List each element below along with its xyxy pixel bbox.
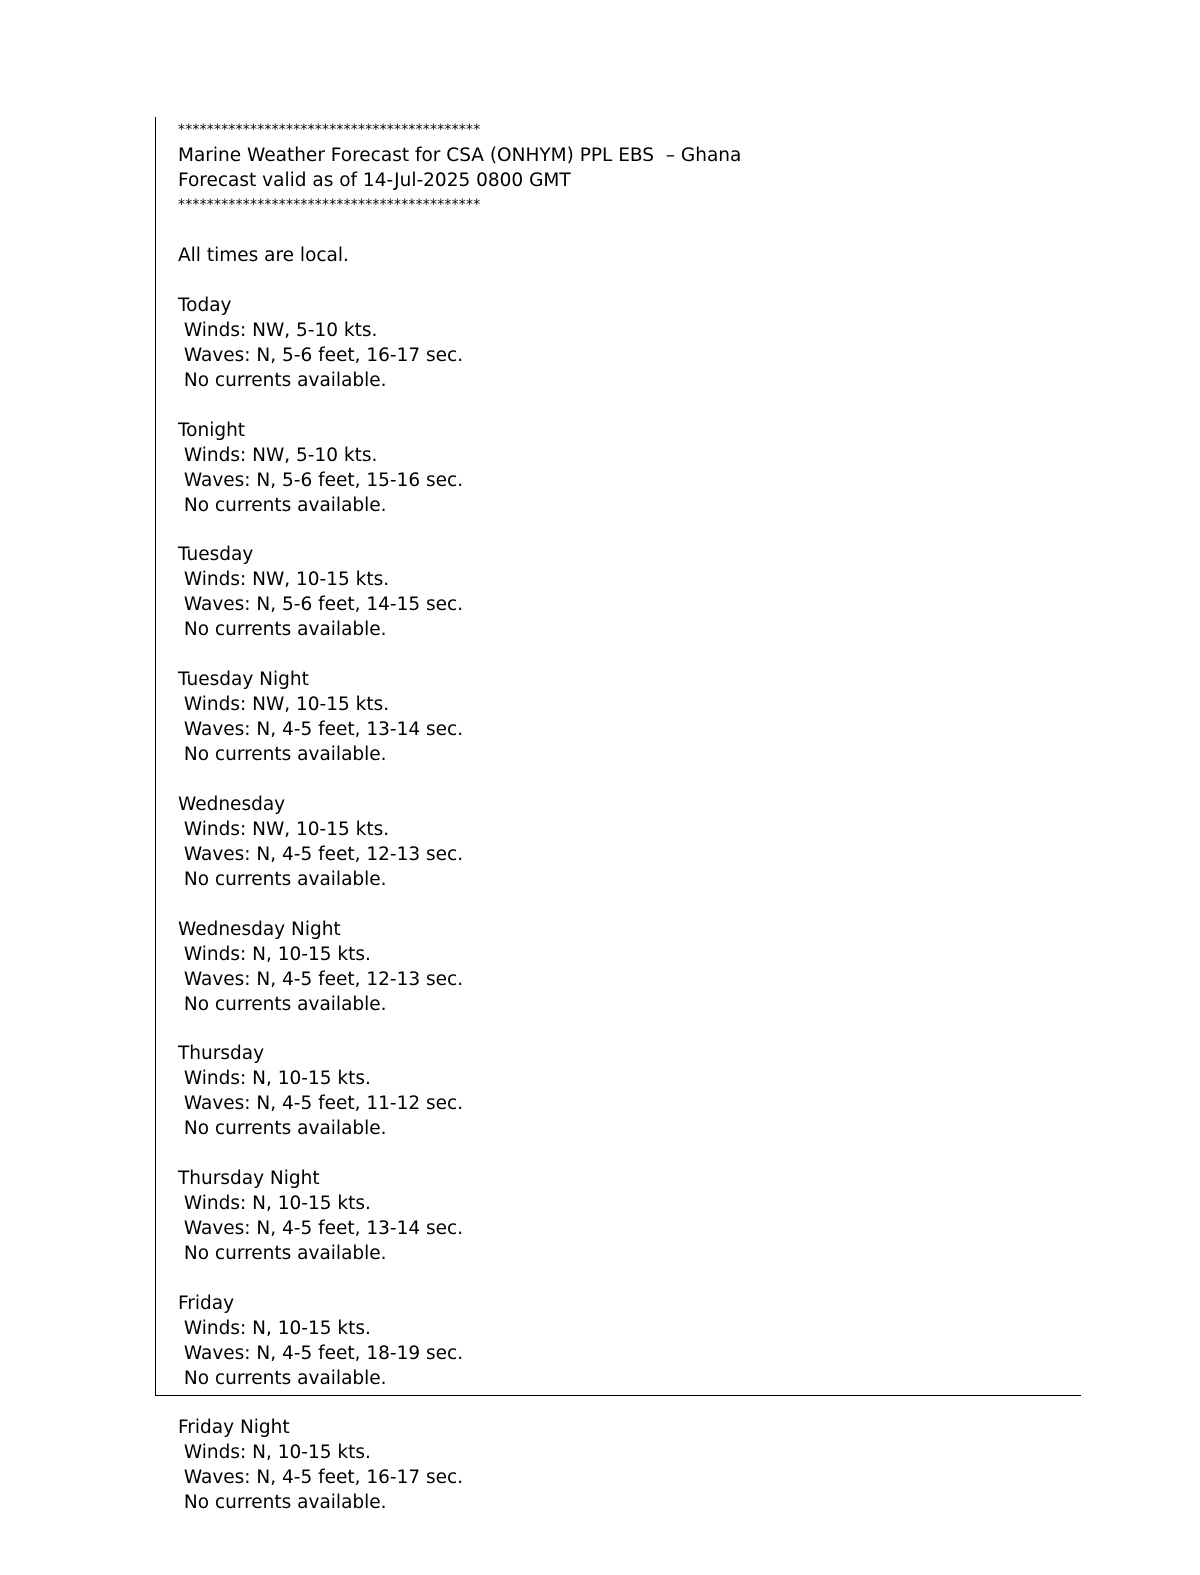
period-name: Wednesday [178, 794, 286, 815]
period-winds: Winds: NW, 5-10 kts. [178, 445, 378, 466]
period-winds: Winds: NW, 10-15 kts. [178, 819, 390, 840]
period-currents: No currents available. [178, 869, 387, 890]
period-winds: Winds: N, 10-15 kts. [178, 1193, 371, 1214]
period-winds: Winds: N, 10-15 kts. [178, 944, 371, 965]
period-currents: No currents available. [178, 994, 387, 1015]
period-currents: No currents available. [178, 1118, 387, 1139]
period-winds: Winds: N, 10-15 kts. [178, 1318, 371, 1339]
period-waves: Waves: N, 4-5 feet, 13-14 sec. [178, 719, 464, 740]
period-waves: Waves: N, 5-6 feet, 14-15 sec. [178, 594, 464, 615]
period-winds: Winds: N, 10-15 kts. [178, 1442, 371, 1463]
times-note: All times are local. [178, 245, 349, 266]
period-name: Tonight [178, 420, 246, 441]
period-currents: No currents available. [178, 1243, 387, 1264]
period-winds: Winds: N, 10-15 kts. [178, 1068, 371, 1089]
period-currents: No currents available. [178, 1492, 387, 1513]
period-waves: Waves: N, 4-5 feet, 12-13 sec. [178, 969, 464, 990]
period-winds: Winds: NW, 5-10 kts. [178, 320, 378, 341]
period-name: Thursday [178, 1043, 265, 1064]
period-currents: No currents available. [178, 370, 387, 391]
period-name: Wednesday Night [178, 919, 341, 940]
period-name: Friday [178, 1293, 235, 1314]
bottom-border-rule [155, 1395, 1081, 1396]
period-waves: Waves: N, 5-6 feet, 16-17 sec. [178, 345, 464, 366]
period-name: Tuesday Night [178, 669, 309, 690]
period-waves: Waves: N, 4-5 feet, 11-12 sec. [178, 1093, 464, 1114]
period-name: Friday Night [178, 1417, 290, 1438]
period-name: Tuesday [178, 544, 254, 565]
period-waves: Waves: N, 4-5 feet, 18-19 sec. [178, 1343, 464, 1364]
period-name: Today [178, 295, 232, 316]
period-currents: No currents available. [178, 1368, 387, 1389]
period-name: Thursday Night [178, 1168, 320, 1189]
period-waves: Waves: N, 5-6 feet, 15-16 sec. [178, 470, 464, 491]
forecast-valid-time: Forecast valid as of 14-Jul-2025 0800 GMT [178, 170, 571, 191]
period-currents: No currents available. [178, 619, 387, 640]
period-currents: No currents available. [178, 744, 387, 765]
period-winds: Winds: NW, 10-15 kts. [178, 694, 390, 715]
period-waves: Waves: N, 4-5 feet, 13-14 sec. [178, 1218, 464, 1239]
header-stars-bottom: ****************************************** [178, 197, 481, 213]
period-waves: Waves: N, 4-5 feet, 12-13 sec. [178, 844, 464, 865]
left-border-rule [155, 117, 156, 1396]
forecast-title: Marine Weather Forecast for CSA (ONHYM) PPL EBS – Ghana [178, 145, 742, 166]
header-stars-top: ****************************************** [178, 122, 481, 138]
period-winds: Winds: NW, 10-15 kts. [178, 569, 390, 590]
period-waves: Waves: N, 4-5 feet, 16-17 sec. [178, 1467, 464, 1488]
period-currents: No currents available. [178, 495, 387, 516]
